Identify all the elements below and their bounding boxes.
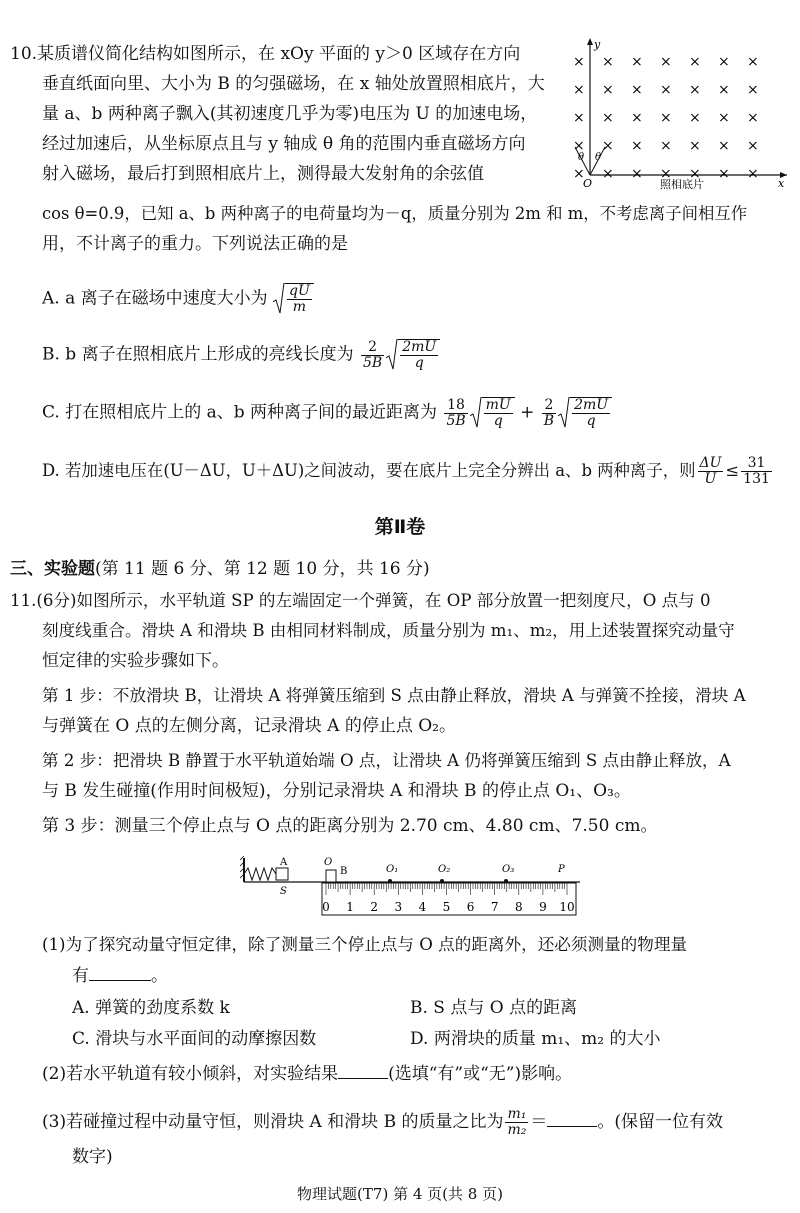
- q11-line-2: 刻度线重合。滑块 A 和滑块 B 由相同材料制成，质量分别为 m₁、m₂，用上述装置探究动量守: [42, 621, 735, 640]
- q10-line-1: 10.某质谱仪简化结构如图所示，在 xOy 平面的 y＞0 区域存在方向: [10, 44, 521, 64]
- ruler-label: 2: [370, 900, 379, 914]
- field-cross: ×: [660, 166, 672, 182]
- field-cross: ×: [660, 82, 672, 98]
- field-cross: ×: [689, 54, 701, 70]
- field-cross: ×: [747, 54, 759, 70]
- q11-part-3: (3)若碰撞过程中动量守恒，则滑块 A 和滑块 B 的质量之比为 $\frac{\text{m₁}}{\text{m₂}}$ ＝ 。(保留一位有效: [42, 1106, 723, 1138]
- ruler-label: 4: [418, 900, 427, 914]
- block-a: [276, 868, 288, 880]
- field-cross: ×: [747, 138, 759, 154]
- ruler-label: 7: [490, 900, 499, 914]
- q11-part-1b: 有 。: [72, 966, 168, 986]
- field-cross: ×: [631, 54, 643, 70]
- answer-blank-2[interactable]: [338, 1078, 388, 1079]
- q11-option-a: A. 弹簧的劲度系数 k: [72, 998, 230, 1018]
- field-cross: ×: [660, 138, 672, 154]
- field-cross: ×: [747, 82, 759, 98]
- q11-part-1a: (1)为了探究动量守恒定律，除了测量三个停止点与 O 点的距离外，还必须测量的物理量: [42, 935, 688, 954]
- section-title: 第Ⅱ卷: [374, 516, 426, 538]
- field-cross: ×: [747, 166, 759, 182]
- theta-left: θ: [578, 152, 585, 163]
- theta-right: θ: [595, 152, 602, 163]
- field-cross: ×: [573, 54, 585, 70]
- q10-line-3: 量 a、b 两种离子飘入(其初速度几乎为零)电压为 U 的加速电场，: [42, 104, 538, 124]
- field-cross: ×: [602, 110, 614, 126]
- field-cross: ×: [718, 82, 730, 98]
- field-cross: ×: [631, 82, 643, 98]
- field-cross: ×: [602, 54, 614, 70]
- label-o2: O₂: [438, 864, 451, 875]
- ruler-label: 3: [394, 900, 403, 914]
- ruler-label: 10: [559, 900, 575, 914]
- ruler-label: 8: [514, 900, 523, 914]
- q10-line-6: cos θ=0.9，已知 a、b 两种离子的电荷量均为－q，质量分别为 2m 和 m，不考虑离子间相互作: [42, 204, 748, 223]
- q10-option-c: C. 打在照相底片上的 a、b 两种离子间的最近距离为 $\frac{18}{5B}$ $\frac{mU}{q}$ + $\frac{2}{B}$ $\frac{2mU}{q}$: [42, 397, 612, 429]
- field-cross: ×: [573, 138, 585, 154]
- field-cross: ×: [660, 54, 672, 70]
- field-cross: ×: [747, 110, 759, 126]
- label-p: P: [558, 864, 565, 875]
- ruler-label: 9: [539, 900, 547, 914]
- field-cross: ×: [689, 110, 701, 126]
- label-o1: O₁: [386, 864, 399, 875]
- q10-line-2: 垂直纸面向里、大小为 B 的匀强磁场，在 x 轴处放置照相底片，大: [42, 74, 545, 94]
- q11-step-2a: 第 2 步：把滑块 B 静置于水平轨道始端 O 点，让滑块 A 仍将弹簧压缩到 S 点由静止释放，A: [42, 751, 731, 770]
- label-o: O: [324, 857, 333, 868]
- field-cross: ×: [631, 166, 643, 182]
- origin-label: O: [583, 177, 593, 190]
- field-cross: ×: [689, 166, 701, 182]
- ruler-label: 1: [346, 900, 354, 914]
- field-cross: ×: [602, 166, 614, 182]
- spring: [244, 868, 276, 880]
- field-cross: ×: [718, 110, 730, 126]
- q11-step-3: 第 3 步：测量三个停止点与 O 点的距离分别为 2.70 cm、4.80 cm、7.50 cm。: [42, 816, 658, 836]
- q11-option-c: C. 滑块与水平面间的动摩擦因数: [72, 1029, 317, 1049]
- q10-line-7: 用，不计离子的重力。下列说法正确的是: [42, 234, 348, 254]
- q11-line-1: 11.(6分)如图所示，水平轨道 SP 的左端固定一个弹簧，在 OP 部分放置一把刻度尺，O 点与 0: [10, 591, 711, 610]
- q11-option-b: B. S 点与 O 点的距离: [410, 998, 578, 1018]
- label-a: A: [280, 857, 288, 868]
- q10-line-4: 经过加速后，从坐标原点且与 y 轴成 θ 角的范围内垂直磁场方向: [42, 134, 526, 154]
- block-b: [326, 870, 336, 882]
- page-footer: 物理试题(T7) 第 4 页(共 8 页): [297, 1185, 503, 1203]
- field-cross: ×: [631, 138, 643, 154]
- answer-blank-1[interactable]: [89, 980, 151, 981]
- field-cross: ×: [689, 82, 701, 98]
- field-cross: ×: [602, 138, 614, 154]
- field-cross: ×: [631, 110, 643, 126]
- field-cross: ×: [573, 82, 585, 98]
- q10-option-b: B. b 离子在照相底片上形成的亮线长度为 $\frac{2}{5B}$ $\frac{2mU}{q}$: [42, 339, 440, 371]
- ruler-label: 0: [322, 900, 330, 914]
- q10-option-a: A. a 离子在磁场中速度大小为 $\frac{qU}{m}$: [42, 283, 314, 315]
- y-axis-label: y: [594, 38, 601, 51]
- ruler-label: 6: [466, 900, 475, 914]
- label-s: S: [280, 886, 287, 897]
- field-cross: ×: [602, 82, 614, 98]
- q11-step-1a: 第 1 步：不放滑块 B，让滑块 A 将弹簧压缩到 S 点由静止释放，滑块 A 与弹簧不拴接，滑块 A: [42, 686, 746, 705]
- field-cross: ×: [573, 166, 585, 182]
- field-cross: ×: [660, 110, 672, 126]
- x-axis-label: x: [778, 177, 785, 190]
- q10-line-5: 射入磁场，最后打到照相底片上，测得最大发射角的余弦值: [42, 164, 484, 184]
- q10-option-d: D. 若加速电压在(U－ΔU，U＋ΔU)之间波动，要在底片上完全分辨出 a、b 两种离子，则 $\frac{\Delta U}{U}$ ≤ $\frac{31}{131}$: [42, 455, 770, 487]
- label-o3: O₃: [502, 864, 515, 875]
- film-label: 照相底片: [660, 178, 704, 190]
- label-b: B: [340, 866, 348, 877]
- field-cross: ×: [718, 166, 730, 182]
- ruler-label: 5: [442, 900, 451, 914]
- q11-step-2b: 与 B 发生碰撞(作用时间极短)，分别记录滑块 A 和滑块 B 的停止点 O₁、O₃。: [42, 781, 631, 801]
- q11-option-d: D. 两滑块的质量 m₁、m₂ 的大小: [410, 1029, 661, 1049]
- field-cross: ×: [718, 138, 730, 154]
- field-cross: ×: [573, 110, 585, 126]
- q11-line-3: 恒定律的实验步骤如下。: [42, 651, 229, 671]
- q11-part-2: (2)若水平轨道有较小倾斜，对实验结果 (选填“有”或“无”)影响。: [42, 1064, 573, 1084]
- field-cross: ×: [689, 138, 701, 154]
- magnetic-field-figure: [565, 35, 790, 190]
- track-ruler-figure: [240, 852, 580, 918]
- q11-step-1b: 与弹簧在 O 点的左侧分离，记录滑块 A 的停止点 O₂。: [42, 716, 456, 736]
- q11-part-3b: 数字): [72, 1147, 113, 1167]
- section-3-heading: 三、实验题(第 11 题 6 分、第 12 题 10 分，共 16 分): [10, 559, 430, 579]
- answer-blank-3[interactable]: [547, 1126, 597, 1127]
- field-cross: ×: [718, 54, 730, 70]
